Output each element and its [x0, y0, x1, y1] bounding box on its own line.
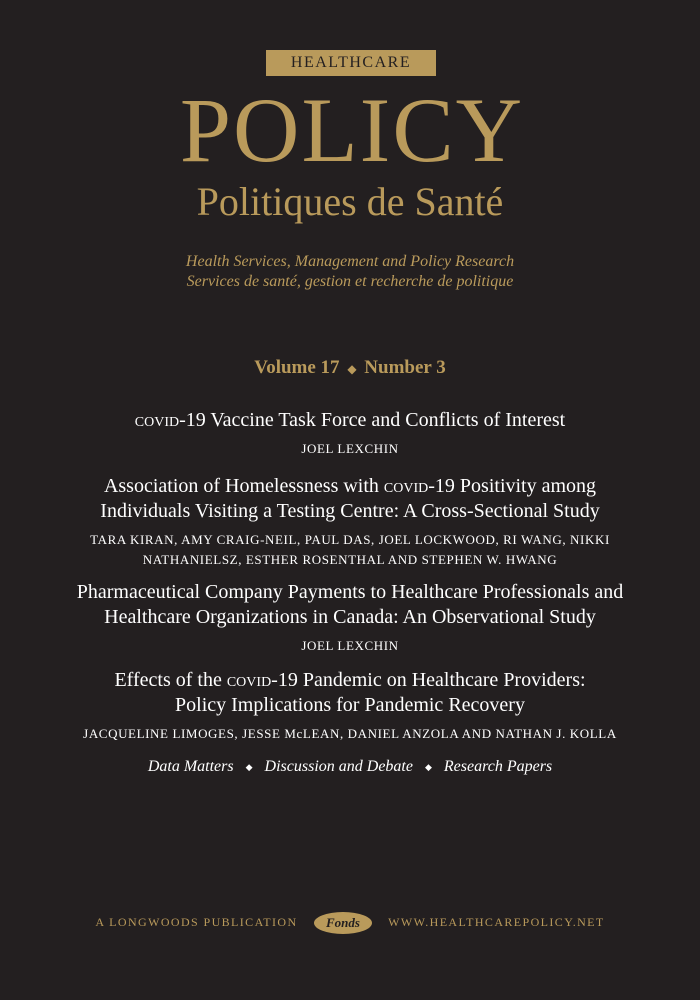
article-title [0, 408, 700, 433]
article-title [0, 668, 700, 693]
article-authors: JOEL LEXCHIN [301, 441, 399, 456]
article-title-smallcaps: covid-19 [383, 475, 455, 497]
article-title-line2: Individuals Visiting a Testing Centre: A Cross-Sectional Study [100, 500, 600, 522]
article-title-line2: Policy Implications for Pandemic Recovery [175, 694, 525, 716]
website-link[interactable]: WWW.HEALTHCAREPOLICY.NET [388, 915, 605, 929]
article-title-text: Pandemic on Healthcare Providers: [297, 669, 586, 691]
diamond-separator-icon: ◆ [347, 361, 357, 376]
article-authors: JACQUELINE LIMOGES, JESSE McLEAN, DANIEL ANZOLA AND NATHAN J. KOLLA [83, 726, 617, 741]
section-list [0, 756, 700, 778]
article-4 [0, 668, 700, 744]
article-title-smallcaps: covid-19 [134, 409, 206, 431]
publisher-label: A LONGWOODS PUBLICATION [95, 915, 298, 929]
footer [0, 912, 700, 934]
article-title: Pharmaceutical Company Payments to Healthcare Professionals and [76, 581, 624, 603]
masthead-banner: HEALTHCARE [266, 50, 436, 76]
article-authors: JOEL LEXCHIN [301, 638, 399, 653]
article-title [0, 474, 700, 499]
article-title-line2: Healthcare Organizations in Canada: An Observational Study [104, 606, 596, 628]
article-authors: NATHANIELSZ, ESTHER ROSENTHAL AND STEPHEN W. HWANG [142, 552, 558, 567]
section-data-matters: Data Matters [147, 758, 234, 775]
tagline-french: Services de santé, gestion et recherche de politique [186, 273, 514, 290]
volume-label: Volume 17 [254, 357, 340, 378]
article-title-text: Positivity among [454, 475, 597, 497]
article-title-text: Association of Homelessness with [103, 475, 384, 497]
tagline-english: Health Services, Management and Policy Research [185, 253, 515, 270]
diamond-separator-icon: ◆ [245, 762, 253, 773]
number-label: Number 3 [364, 357, 446, 378]
article-title-text: Vaccine Task Force and Conflicts of Interest [205, 409, 566, 431]
journal-subtitle: Politiques de Santé [196, 179, 504, 224]
article-title-text: Effects of the [114, 669, 227, 691]
issue-info [0, 356, 700, 381]
article-authors: TARA KIRAN, AMY CRAIG-NEIL, PAUL DAS, JOEL LOCKWOOD, RI WANG, NIKKI [90, 532, 610, 547]
article-2 [0, 474, 700, 570]
journal-title: POLICY [179, 79, 525, 181]
section-research-papers: Research Papers [443, 758, 553, 775]
article-3 [0, 580, 700, 656]
article-1 [0, 408, 700, 459]
article-title-smallcaps: covid-19 [226, 669, 298, 691]
diamond-separator-icon: ◆ [424, 762, 432, 773]
section-discussion-debate: Discussion and Debate [264, 758, 413, 775]
fonds-logo-icon: Fonds [314, 912, 372, 934]
